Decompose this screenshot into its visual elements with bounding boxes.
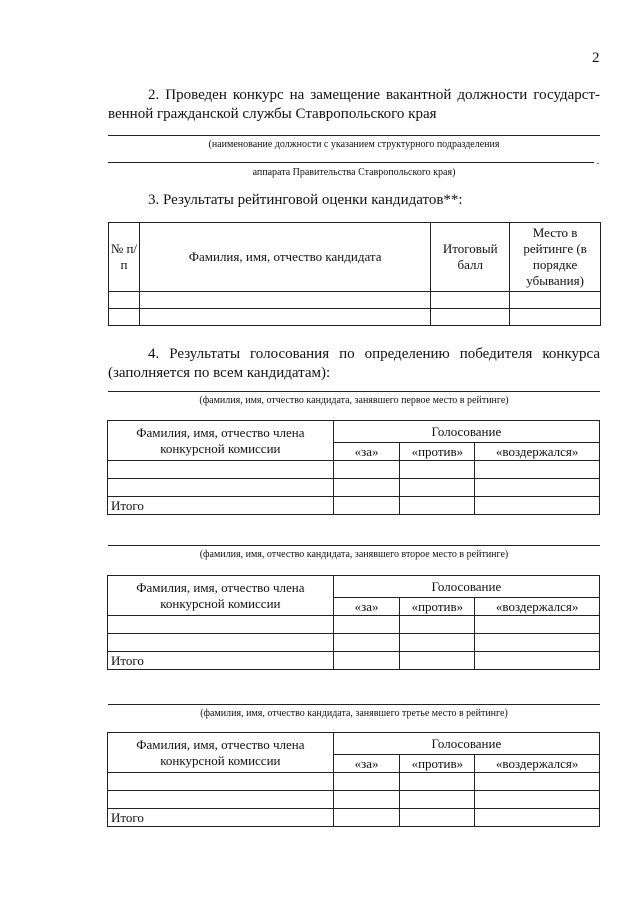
table-cell[interactable] [475,634,600,652]
table-cell[interactable] [400,497,475,515]
position-caption-2: аппарата Правительства Ставропольского края) [252,167,456,178]
table-cell[interactable] [431,309,510,326]
table-cell[interactable] [475,773,600,791]
table-cell[interactable] [333,634,400,652]
table-cell[interactable] [109,292,140,309]
member-header: Фамилия, имя, отчество члена конкурсной комиссии [108,576,334,616]
vote-table-header [108,733,600,755]
voting-header: Голосование [333,421,599,443]
section-2-paragraph [108,86,600,124]
col-against: «против» [400,443,475,461]
table-row [108,479,600,497]
col-for: «за» [333,755,400,773]
col-header-num: № п/п [109,223,140,292]
member-header: Фамилия, имя, отчество члена конкурсной комиссии [108,421,334,461]
table-cell[interactable] [333,773,400,791]
table-cell[interactable] [400,791,475,809]
position-name-line [108,135,600,136]
table-row [108,791,600,809]
voting-header: Голосование [333,576,599,598]
table-cell[interactable] [333,809,400,827]
trailing-dot: . [596,153,600,167]
candidate-3-caption: (фамилия, имя, отчество кандидата, занявшего третье место в рейтинге) [200,708,508,719]
table-cell[interactable] [400,634,475,652]
table-cell[interactable] [108,616,334,634]
candidate-2-line [108,545,600,546]
table-cell[interactable] [510,309,601,326]
department-line [108,162,594,163]
table-cell[interactable] [475,479,600,497]
candidate-3-line [108,704,600,705]
total-label: Итого [108,809,334,827]
col-abstain: «воздержался» [475,755,600,773]
section-2-line-2: венной гражданской службы Ставропольского края [108,106,437,122]
col-abstain: «воздержался» [475,598,600,616]
table-cell[interactable] [400,616,475,634]
table-cell[interactable] [333,497,400,515]
table-cell[interactable] [431,292,510,309]
position-caption-1: (наименование должности с указанием структурного подразделения [208,139,500,150]
candidate-2-caption: (фамилия, имя, отчество кандидата, занявшего второе место в рейтинге) [199,549,509,560]
table-cell[interactable] [400,773,475,791]
table-cell[interactable] [400,809,475,827]
table-row [108,773,600,791]
table-cell[interactable] [139,309,430,326]
table-cell[interactable] [475,809,600,827]
table-cell[interactable] [333,461,400,479]
section-4-line-1: 4. Результаты голосования по определению победителя конкурса [148,346,600,362]
table-cell[interactable] [475,652,600,670]
table-cell[interactable] [475,461,600,479]
table-cell[interactable] [510,292,601,309]
candidate-1-line [108,391,600,392]
table-cell[interactable] [333,652,400,670]
table-cell[interactable] [108,634,334,652]
col-abstain: «воздержался» [475,443,600,461]
col-header-place: Место в рейтинге (в порядке убывания) [510,223,601,292]
table-cell[interactable] [475,497,600,515]
candidate-1-caption: (фамилия, имя, отчество кандидата, занявшего первое место в рейтинге) [199,395,509,406]
col-header-candidate: Фамилия, имя, отчество кандидата [139,223,430,292]
table-cell[interactable] [475,616,600,634]
table-cell[interactable] [475,791,600,809]
total-label: Итого [108,652,334,670]
vote-table-2 [107,575,600,670]
col-header-score: Итоговый балл [431,223,510,292]
table-row [108,634,600,652]
total-row [108,809,600,827]
section-2-line-1: 2. Проведен конкурс на замещение вакантной должности государст- [148,87,600,103]
section-4-paragraph [108,345,600,383]
table-row [109,292,601,309]
table-cell[interactable] [109,309,140,326]
table-cell[interactable] [400,461,475,479]
col-against: «против» [400,598,475,616]
vote-table-header [108,421,600,443]
col-for: «за» [333,443,400,461]
table-cell[interactable] [333,791,400,809]
table-cell[interactable] [400,479,475,497]
table-cell[interactable] [108,791,334,809]
vote-table-1 [107,420,600,515]
total-row [108,652,600,670]
section-3-title: 3. Результаты рейтинговой оценки кандидатов**: [148,192,463,208]
vote-table-3 [107,732,600,827]
voting-header: Голосование [333,733,599,755]
table-cell[interactable] [400,652,475,670]
table-cell[interactable] [108,461,334,479]
rating-table-header [109,223,601,292]
total-label: Итого [108,497,334,515]
member-header: Фамилия, имя, отчество члена конкурсной комиссии [108,733,334,773]
vote-table-header [108,576,600,598]
table-cell[interactable] [333,479,400,497]
page-number: 2 [592,50,600,66]
table-row [109,309,601,326]
col-against: «против» [400,755,475,773]
total-row [108,497,600,515]
table-row [108,461,600,479]
section-4-line-2: (заполняется по всем кандидатам): [108,365,331,381]
table-cell[interactable] [108,773,334,791]
table-row [108,616,600,634]
rating-table [108,222,601,326]
table-cell[interactable] [139,292,430,309]
table-cell[interactable] [108,479,334,497]
table-cell[interactable] [333,616,400,634]
col-for: «за» [333,598,400,616]
